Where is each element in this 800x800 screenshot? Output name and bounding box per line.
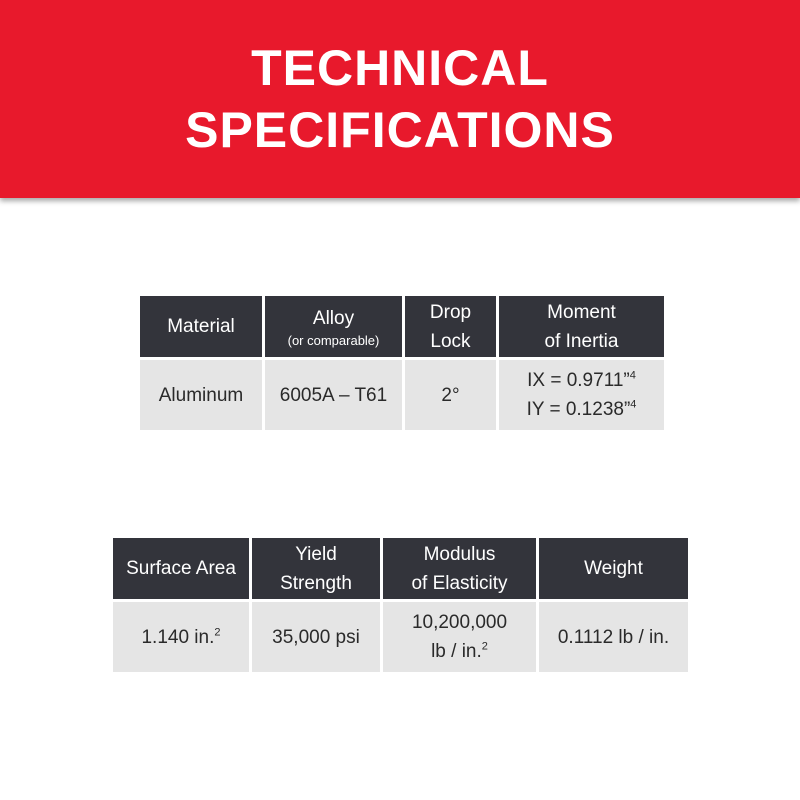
- header-alloy: [265, 296, 402, 357]
- properties-spec-table: [110, 535, 691, 675]
- material-spec-table: [137, 293, 667, 433]
- title-banner: [0, 0, 800, 198]
- iy-value: IY = 0.1238”$^4$: [526, 398, 637, 420]
- table-row: [113, 602, 688, 672]
- header-material: Material: [140, 296, 262, 357]
- cell-surface-area: 1.140 in.$^2$: [113, 602, 249, 672]
- cell-yield-strength: 35,000 psi: [252, 602, 380, 672]
- header-surface-area: Surface Area: [113, 538, 249, 599]
- ix-value: IX = 0.9711”$^4$: [527, 369, 636, 391]
- cell-material: Aluminum: [140, 360, 262, 430]
- table-header-row: [140, 296, 664, 357]
- title-line-1: TECHNICAL: [251, 40, 549, 96]
- header-modulus-of-elasticity: Modulus of Elasticity: [383, 538, 536, 599]
- cell-alloy: 6005A – T61: [265, 360, 402, 430]
- header-alloy-sublabel: (or comparable): [287, 333, 380, 348]
- table-row: [140, 360, 664, 430]
- cell-weight: 0.1112 lb / in.: [539, 602, 688, 672]
- header-drop-lock: Drop Lock: [405, 296, 496, 357]
- cell-modulus-of-elasticity: 10,200,000 lb / in.$^2$: [383, 602, 536, 672]
- cell-drop-lock: 2°: [405, 360, 496, 430]
- header-moment-of-inertia: Moment of Inertia: [499, 296, 664, 357]
- title-line-2: SPECIFICATIONS: [185, 102, 615, 158]
- table-header-row: [113, 538, 688, 599]
- cell-moment-of-inertia: [499, 360, 664, 430]
- header-yield-strength: Yield Strength: [252, 538, 380, 599]
- header-weight: Weight: [539, 538, 688, 599]
- header-alloy-label: Alloy: [312, 308, 355, 329]
